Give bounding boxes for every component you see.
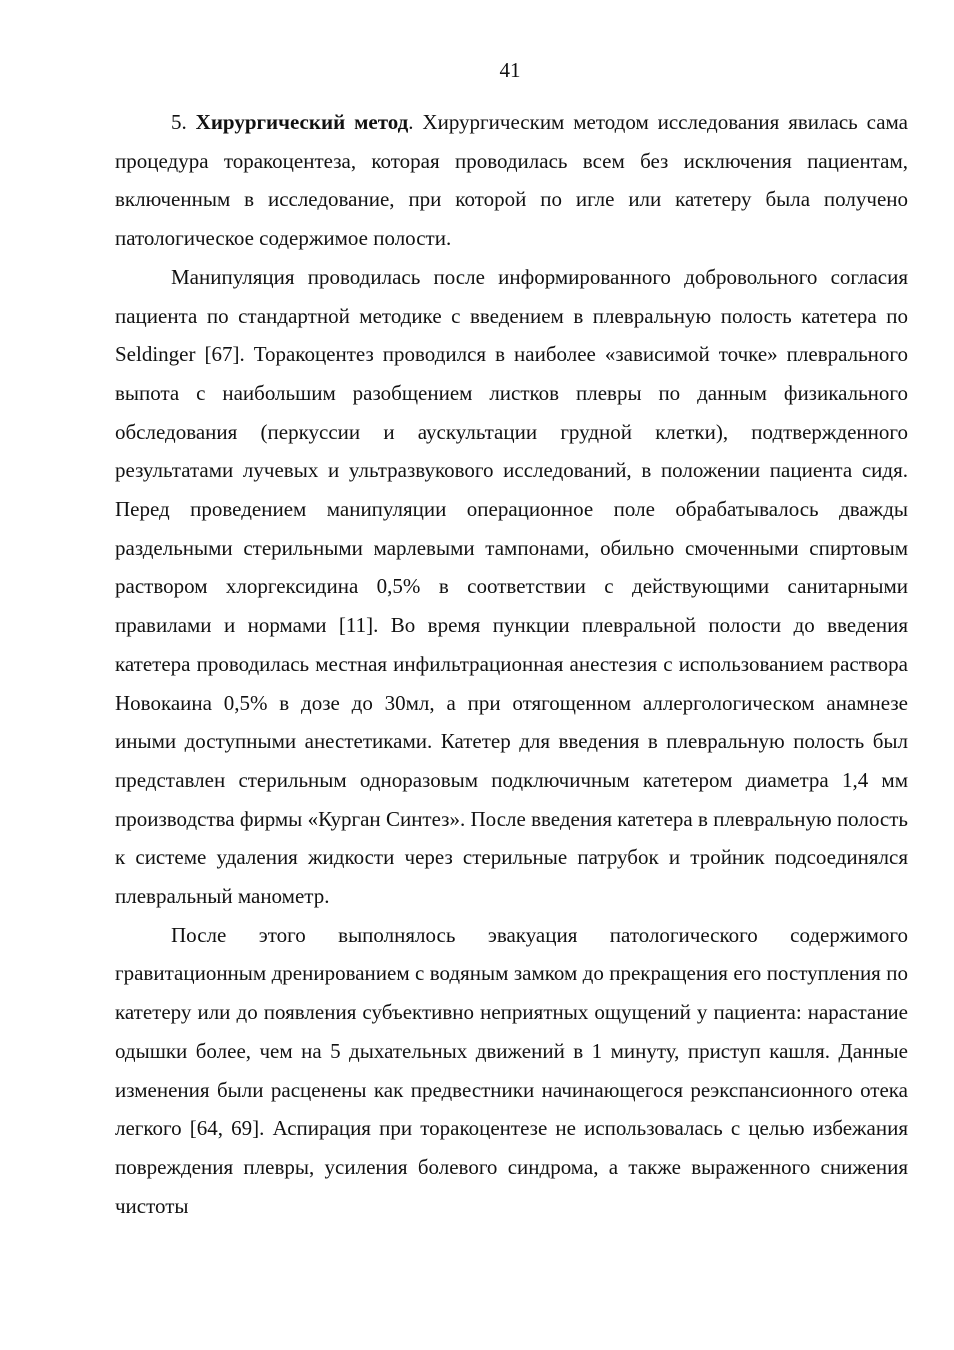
paragraph-evacuation: После этого выполнялось эвакуация патологического содержимого гравитационным дренированием с водяным замком до прекращения его поступления по катетеру или до появления субъективно неприятных ощущений у пациента: нарастание одышки более, чем на 5 дыхательных движений в 1 минуту, приступ кашля. Данные изменения были расценены как предвестники начинающегося реэкспансионного отека легкого [64, 69]. Аспирация при торакоцентезе не использовалась с целью избежания повреждения плевры, усиления болевого синдрома, а также выраженного снижения чистоты <box>115 922 908 1218</box>
body-text <box>115 103 908 1225</box>
list-number: 5. <box>171 110 196 134</box>
page-number: 41 <box>499 58 521 82</box>
section-heading: Хирургический метод <box>195 110 409 134</box>
paragraph-surgical-method <box>115 103 908 258</box>
paragraph-text: . Хирургическим методом исследования явилась сама процедура торакоцентеза, которая проводилась всем без исключения пациентам, включенным в исследование, при которой по игле или катетеру была получено патологическое содержимое полости. <box>115 110 908 251</box>
paragraph-manipulation: Манипуляция проводилась после информированного добровольного согласия пациента по стандартной методике с введением в плевральную полость катетера по Seldinger [67]. Торакоцентез проводился в наиболее «зависимой точке» плеврального выпота с наибольшим разобщением листков плевры по данным физикального обследования (перкуссии и аускультации грудной клетки), подтвержденного результатами лучевых и ультразвукового исследований, в положении пациента сидя. Перед проведением манипуляции операционное поле обрабатывалось дважды раздельными стерильными марлевыми тампонами, обильно смоченными спиртовым раствором хлоргексидина 0,5% в соответствии с действующими санитарными правилами и нормами [11]. Во время пункции плевральной полости до введения катетера проводилась местная инфильтрационная анестезия с использованием раствора Новокаина 0,5% в дозе до 30мл, а при отягощенном аллергологическом анамнезе иными доступными анестетиками. Катетер для введения в плевральную полость был представлен стерильным одноразовым подключичным катетером диаметра 1,4 мм производства фирмы «Курган Синтез». После введения катетера в плевральную полость к системе удаления жидкости через стерильные патрубок и тройник подсоединялся плевральный манометр. <box>115 264 908 909</box>
